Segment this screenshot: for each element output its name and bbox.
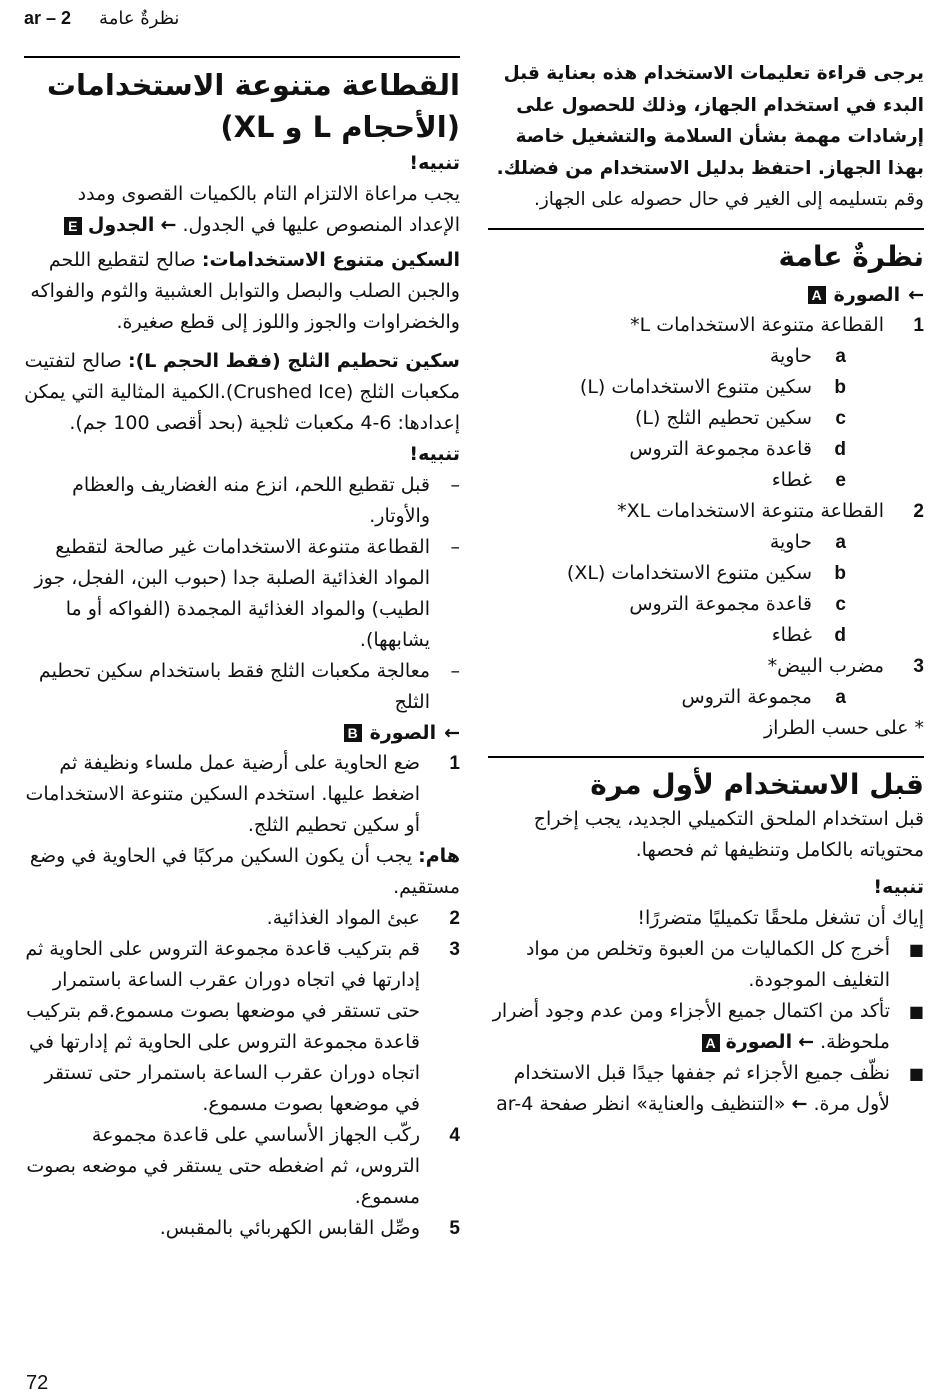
step-number: 1 xyxy=(449,753,460,774)
sub-item xyxy=(488,620,924,651)
knife1-text: صالح لتقطيع اللحم والجبن الصلب والبصل والتوابل العشبية والثوم والفواكه والخضراوات والجوز واللوز إلى قطع صغيرة. xyxy=(30,249,460,333)
arrow-icon: ← xyxy=(908,283,924,306)
item-text: القطاعة متنوعة الاستخدامات L* xyxy=(630,313,884,336)
table-label: الجدول xyxy=(87,214,155,236)
table-letter: E xyxy=(64,217,82,235)
note-label: هام: xyxy=(418,845,460,867)
knife1-paragraph xyxy=(24,245,460,338)
figure-label: الصورة xyxy=(369,722,437,744)
parts-item xyxy=(488,310,924,341)
caution-text: إياك أن تشغل ملحقًا تكميليًا متضررًا! xyxy=(637,906,924,929)
parts-item xyxy=(488,496,924,527)
dash-icon: – xyxy=(450,536,460,558)
step-text: وصِّل القابس الكهربائي بالمقبس. xyxy=(159,1217,420,1239)
item-number: 1 xyxy=(913,314,924,336)
item-number: 3 xyxy=(913,655,924,677)
item-number: 2 xyxy=(913,500,924,522)
first-use-title: قبل الاستخدام لأول مرة xyxy=(590,767,924,801)
dash-list xyxy=(24,470,460,718)
sub-text: غطاء xyxy=(771,623,812,646)
arrow-icon: ← xyxy=(160,214,177,236)
sub-letter: d xyxy=(834,624,846,646)
sub-letter: d xyxy=(834,438,846,460)
figure-label: الصورة xyxy=(833,283,901,306)
page-code: ar – 2 xyxy=(24,7,72,28)
sub-text: حاوية xyxy=(769,344,812,367)
sub-text: قاعدة مجموعة التروس xyxy=(629,437,812,460)
list-item xyxy=(24,470,460,532)
page-header xyxy=(24,4,924,32)
sub-letter: a xyxy=(835,531,846,553)
item-text: مضرب البيض* xyxy=(767,654,884,677)
step-number: 3 xyxy=(449,939,460,960)
bullet-square-icon: ■ xyxy=(908,1063,924,1083)
knife2-label: سكين تحطيم الثلج (فقط الحجم L): xyxy=(128,350,460,372)
step-text: ضع الحاوية على أرضية عمل ملساء ونظيفة ثم اضغط عليها. استخدم السكين متنوعة الاستخدامات أو سكين تحطيم الثلج. xyxy=(25,752,420,836)
list-item xyxy=(488,934,924,996)
item-text: القطاعة متنوعة الاستخدامات XL* xyxy=(617,499,884,522)
bullet-text: أخرج كل الكماليات من العبوة وتخلص من مواد التغليف الموجودة. xyxy=(525,937,890,991)
sub-item xyxy=(488,465,924,496)
sub-letter: a xyxy=(835,345,846,367)
dash-text: القطاعة متنوعة الاستخدامات غير صالحة لتقطيع المواد الغذائية الصلبة جدا (حبوب البن، الفجل، جوز الطيب) والمواد الغذائية المجمدة (الفواكه أو ما يشابهها). xyxy=(34,536,430,651)
intro-bold-text: يرجى قراءة تعليمات الاستخدام هذه بعناية قبل البدء في استخدام الجهاز، وذلك للحصول على إرشادات مهمة بشأن السلامة والتشغيل خاصة بهذا الجهاز. احتفظ بدليل الاستخدام من فضلك. xyxy=(496,63,924,179)
step-text: عبئ المواد الغذائية. xyxy=(266,907,420,929)
sub-item xyxy=(488,682,924,713)
figure-letter: A xyxy=(702,1034,720,1052)
sub-text: سكين متنوع الاستخدامات (L) xyxy=(579,375,812,398)
figure-ref-b xyxy=(24,718,460,748)
sub-letter: b xyxy=(834,376,846,398)
caution-label: تنبيه! xyxy=(409,152,460,174)
sub-item xyxy=(488,403,924,434)
sub-text: حاوية xyxy=(769,530,812,553)
bullet-text xyxy=(488,1058,890,1120)
arrow-icon: ← xyxy=(444,722,460,744)
caution-label: تنبيه! xyxy=(873,875,924,898)
page-ref: «التنظيف والعناية» انظر صفحة ar-4 xyxy=(496,1092,786,1115)
sub-letter: c xyxy=(835,407,846,429)
step-text: ركّب الجهاز الأساسي على قاعدة مجموعة التروس، ثم اضغطه حتى يستقر في موضعه بصوت مسموع. xyxy=(26,1124,420,1208)
bullet-list xyxy=(488,934,924,1120)
sub-item xyxy=(488,341,924,372)
bullet-main: نظّف جميع الأجزاء ثم جففها جيدًا قبل الاستخدام لأول مرة. xyxy=(513,1061,890,1115)
dash-icon: – xyxy=(450,660,460,682)
footnote: * على حسب الطراز xyxy=(763,716,924,739)
sub-item xyxy=(488,527,924,558)
note-paragraph xyxy=(24,841,460,903)
step-text: قم بتركيب قاعدة مجموعة التروس على الحاوية ثم إدارتها في اتجاه دوران عقرب الساعة باستمرار حتى تستقر في موضعها بصوت مسموع.قم بتركيب قاعدة مجموعة التروس على الحاوية ثم إدارتها في اتجاه دوران عقرب الساعة باستمرار حتى تستقر في موضعها بصوت مسموع. xyxy=(25,938,420,1115)
list-item xyxy=(488,996,924,1058)
arrow-icon: ← xyxy=(791,1092,808,1115)
sub-letter: e xyxy=(835,469,846,491)
step-item xyxy=(24,1120,460,1213)
sub-text: سكين تحطيم الثلج (L) xyxy=(634,406,812,429)
overview-title: نظرةٌ عامة xyxy=(778,239,924,273)
dash-text: معالجة مكعبات الثلج فقط باستخدام سكين تحطيم الثلج xyxy=(38,660,430,713)
figure-ref-a xyxy=(488,280,924,310)
caution-text xyxy=(24,179,460,241)
dash-text: قبل تقطيع اللحم، انزع منه الغضاريف والعظام والأوتار. xyxy=(72,474,430,527)
figure-letter: B xyxy=(344,724,362,742)
sub-letter: b xyxy=(834,562,846,584)
note-text: يجب أن يكون السكين مركبًا في الحاوية في وضع مستقيم. xyxy=(29,845,460,898)
step-number: 4 xyxy=(449,1125,460,1146)
sub-text: مجموعة التروس xyxy=(681,685,812,708)
divider xyxy=(488,228,924,230)
bullet-square-icon: ■ xyxy=(908,1001,924,1021)
list-item xyxy=(24,656,460,718)
caution-label: تنبيه! xyxy=(409,443,460,465)
caution-body: يجب مراعاة الالتزام التام بالكميات القصوى ومدد الإعداد المنصوص عليها في الجدول. xyxy=(77,183,460,236)
intro-text: وقم بتسليمه إلى الغير في حال حصوله على الجهاز. xyxy=(533,189,924,210)
divider xyxy=(488,756,924,758)
steps-list xyxy=(24,748,460,1244)
list-item xyxy=(488,1058,924,1120)
step-number: 2 xyxy=(449,908,460,929)
sub-item xyxy=(488,372,924,403)
section-name: نظرةٌ عامة xyxy=(99,7,180,29)
section-title: القطاعة متنوعة الاستخدامات (الأحجام L و XL) xyxy=(46,68,460,144)
sub-letter: c xyxy=(835,593,846,615)
dash-icon: – xyxy=(450,474,460,496)
figure-label: الصورة xyxy=(725,1030,793,1053)
knife2-paragraph xyxy=(24,346,460,439)
first-use-text: قبل استخدام الملحق التكميلي الجديد، يجب إخراج محتوياته بالكامل وتنظيفها ثم فحصها. xyxy=(533,807,924,861)
knife2-text: صالح لتفتيت مكعبات الثلج (Crushed Ice).الكمية المثالية التي يمكن إعدادها: 6-4 مكعبات ثلجية (بحد أقصى 100 جم). xyxy=(24,350,460,434)
sub-text: غطاء xyxy=(771,468,812,491)
step-item xyxy=(24,1213,460,1244)
sub-item xyxy=(488,589,924,620)
parts-list xyxy=(488,310,924,713)
sub-item xyxy=(488,558,924,589)
step-number: 5 xyxy=(449,1218,460,1239)
sub-text: قاعدة مجموعة التروس xyxy=(629,592,812,615)
sub-letter: a xyxy=(835,686,846,708)
sub-item xyxy=(488,434,924,465)
bullet-text xyxy=(488,996,890,1058)
step-item xyxy=(24,934,460,1120)
figure-letter: A xyxy=(808,286,826,304)
step-item xyxy=(24,903,460,934)
right-column xyxy=(488,58,924,1120)
left-column xyxy=(24,56,460,1244)
list-item xyxy=(24,532,460,656)
step-item xyxy=(24,748,460,841)
parts-item xyxy=(488,651,924,682)
sub-text: سكين متنوع الاستخدامات (XL) xyxy=(566,561,812,584)
page-number: 72 xyxy=(26,1372,49,1394)
bullet-square-icon: ■ xyxy=(908,939,924,959)
bullet-main: تأكد من اكتمال جميع الأجزاء ومن عدم وجود أضرار ملحوظة. xyxy=(492,999,890,1053)
knife1-label: السكين متنوع الاستخدامات: xyxy=(201,249,460,271)
arrow-icon: ← xyxy=(798,1030,815,1053)
